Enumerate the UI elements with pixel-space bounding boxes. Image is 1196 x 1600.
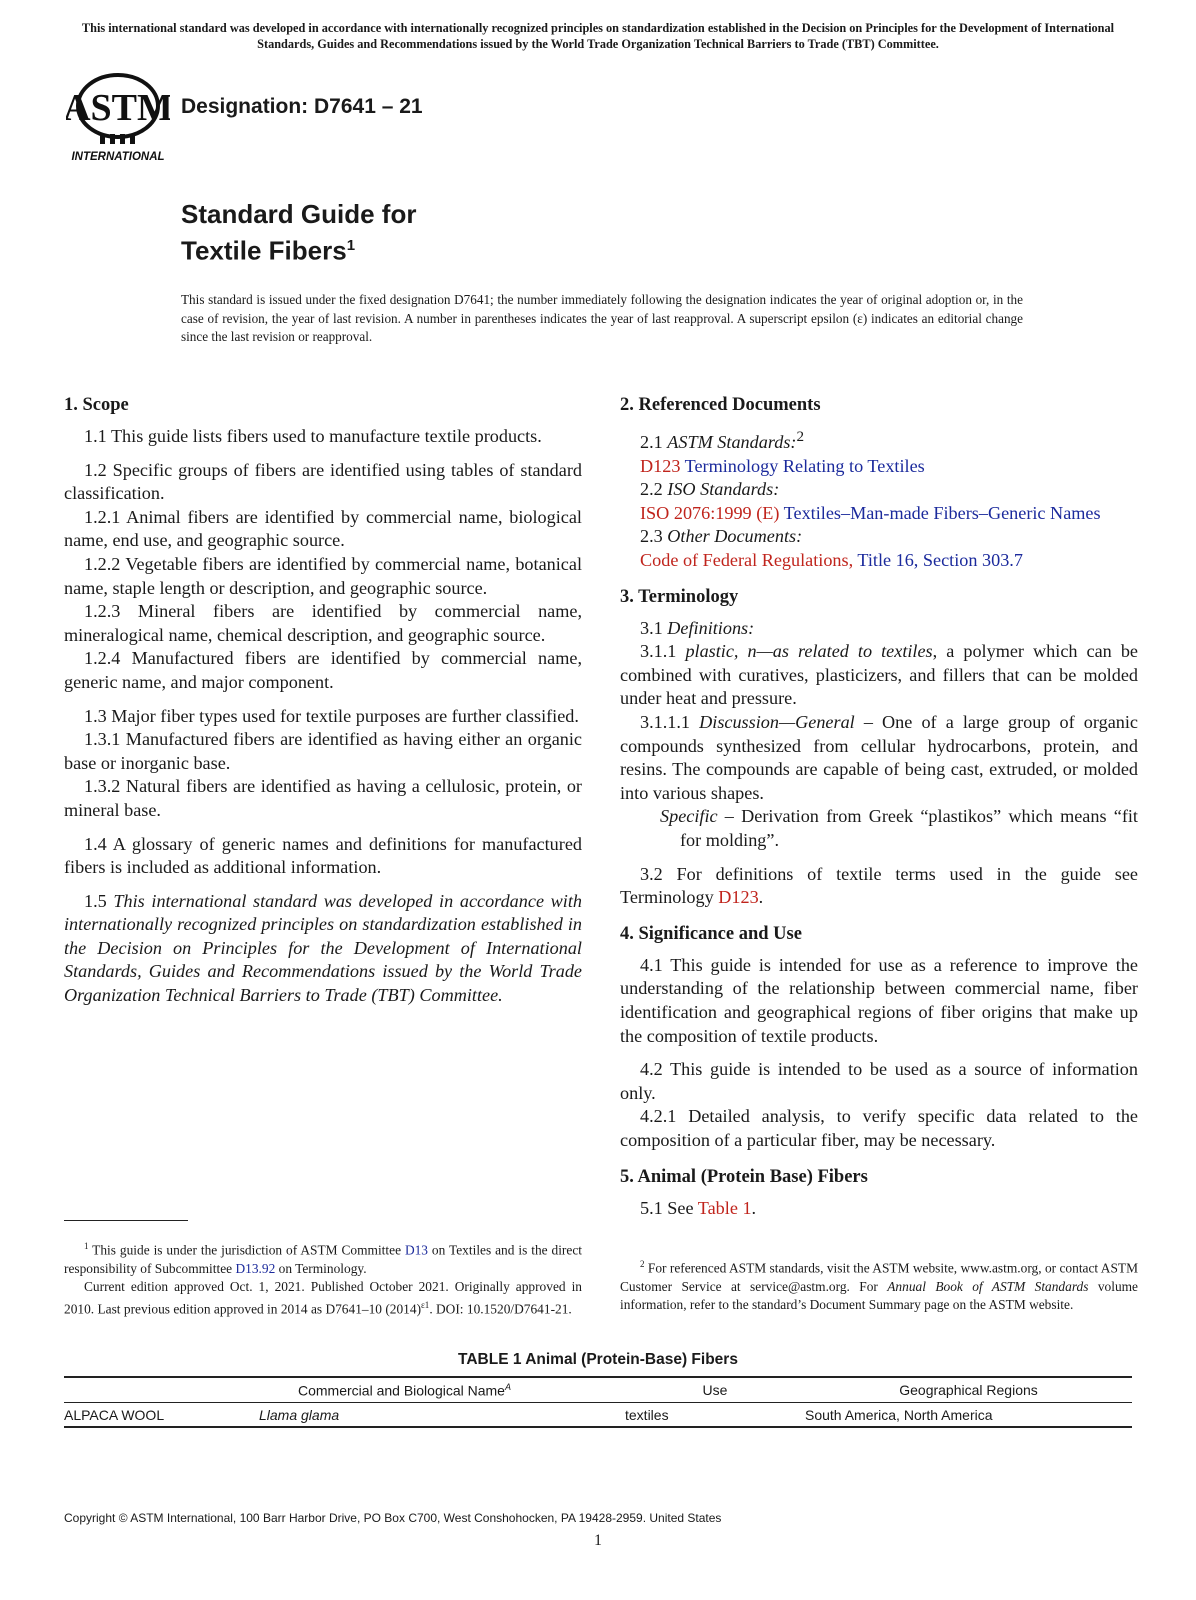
section-2-2-label: ISO Standards: xyxy=(667,479,780,500)
logo-subtitle: INTERNATIONAL xyxy=(71,151,165,163)
cell-biological-name: Llama glama xyxy=(259,1402,625,1427)
section-2-1-label: ASTM Standards: xyxy=(667,432,797,453)
section-3-2-end: . xyxy=(758,887,764,908)
ref-d123 xyxy=(620,455,1138,479)
para-1-2-1: 1.2.1 Animal fibers are identified by commercial name, biological name, end use, and geographic source. xyxy=(64,506,582,551)
para-5-1-end: . xyxy=(751,1197,757,1218)
para-4-1: 4.1 This guide is intended for use as a reference to improve the understanding of the relationship between commercial name, fiber identification and geographical regions of fiber origins that make up the composition of textile products. xyxy=(620,954,1138,1046)
scope-heading: 1. Scope xyxy=(64,395,129,415)
term-plastic: plastic, n—as related to textiles xyxy=(685,641,933,662)
section-3-1-1 xyxy=(620,640,1138,711)
table-row xyxy=(64,1402,1132,1427)
col-header-use: Use xyxy=(625,1377,805,1402)
title-line-2-text: Textile Fibers xyxy=(181,235,347,266)
section-3-1-number: 3.1 xyxy=(640,617,663,638)
section-3-1-1-1-number: 3.1.1.1 xyxy=(640,712,691,732)
specific-text: – Derivation from Greek “plastikos” which means “fit for molding”. xyxy=(680,806,1138,850)
link-table-1[interactable]: Table 1 xyxy=(697,1197,752,1218)
astm-logo-icon xyxy=(66,72,170,164)
section-3-1-label: Definitions: xyxy=(667,617,755,638)
astm-logo xyxy=(66,72,170,164)
cell-regions: South America, North America xyxy=(805,1402,1132,1427)
footnote-1-edition: Current edition approved Oct. 1, 2021. Published October 2021. Originally approved in 2010. Last previous edition approved in 2014 as D7641–10 (2014) xyxy=(64,1279,582,1317)
section-3-1-1-1 xyxy=(620,711,1138,805)
footnote-1-doi: . DOI: 10.1520/D7641-21. xyxy=(429,1301,572,1317)
terminology-heading: 3. Terminology xyxy=(620,586,739,607)
para-4-2-1: 4.2.1 Detailed analysis, to verify specific data related to the composition of a particular fiber, may be necessary. xyxy=(620,1106,1138,1150)
title-line-2 xyxy=(181,230,416,267)
section-2-3-label: Other Documents: xyxy=(667,526,803,547)
para-1-1: 1.1 This guide lists fibers used to manufacture textile products. xyxy=(84,426,542,446)
footnote-2-text-a: For referenced ASTM standards, visit the ASTM website, www.astm.org, or contact ASTM Customer Service at service@astm.org. For xyxy=(620,1260,1138,1294)
issued-note: This standard is issued under the fixed designation D7641; the number immediately following the designation indicates the year of original adoption or, in the case of revision, the year of last revision. A number in parentheses indicates the year of last reapproval. A superscript epsilon (ε) indicates an editorial change since the last revision or reapproval. xyxy=(181,292,1023,344)
footnote-1-mark: 1 xyxy=(84,1241,89,1251)
para-1-2-3: 1.2.3 Mineral fibers are identified by commercial name, mineralogical name, chemical description, and geographic source. xyxy=(64,601,582,645)
footnote-2-text-b: volume information, refer to the standard’s Document Summary page on the ASTM website. xyxy=(620,1278,1139,1313)
specific-note xyxy=(620,805,1138,852)
page-number: 1 xyxy=(594,1532,602,1549)
document-title xyxy=(181,198,416,267)
top-notice: This international standard was developed in accordance with internationally recognized principles on standardization established in the Decision on Principles for the Development of International Standards, Guides and Recommendations issued by the World Trade Organization Technical Barriers to Trade (TBT) Committee. xyxy=(81,21,1115,51)
ref-iso xyxy=(620,502,1138,526)
section-2-1 xyxy=(620,425,1138,455)
col-header-regions: Geographical Regions xyxy=(805,1377,1132,1402)
table-header-row xyxy=(64,1377,1132,1402)
table-animal-fibers xyxy=(64,1376,1132,1428)
footnote-1 xyxy=(64,1237,582,1319)
left-column xyxy=(64,393,582,1008)
section-3-2 xyxy=(620,863,1138,910)
footnote-1-epsilon: ε1 xyxy=(421,1300,430,1311)
para-1-2-2: 1.2.2 Vegetable fibers are identified by commercial name, botanical name, staple length or description, and geographic source. xyxy=(64,553,582,598)
section-3-2-text: 3.2 For definitions of textile terms used in the guide see Terminology xyxy=(620,863,1138,908)
footnote-2-mark: 2 xyxy=(640,1259,645,1269)
section-2-1-number: 2.1 xyxy=(640,432,663,453)
para-1-4: 1.4 A glossary of generic names and definitions for manufactured fibers is included as additional information. xyxy=(64,833,582,878)
link-d123[interactable]: D123 xyxy=(640,455,681,476)
link-d13[interactable]: D13 xyxy=(404,1242,428,1258)
footnote-2-italic: Annual Book of ASTM Standards xyxy=(887,1278,1089,1294)
significance-heading: 4. Significance and Use xyxy=(620,923,802,944)
referenced-heading: 2. Referenced Documents xyxy=(620,395,821,415)
cell-use: textiles xyxy=(625,1402,805,1427)
link-d13-92[interactable]: D13.92 xyxy=(235,1260,276,1276)
section-2-2 xyxy=(620,478,1138,502)
para-1-3-2: 1.3.2 Natural fibers are identified as having a cellulosic, protein, or mineral base. xyxy=(64,776,582,820)
para-1-5-number: 1.5 xyxy=(84,890,107,911)
animal-heading: 5. Animal (Protein Base) Fibers xyxy=(620,1166,868,1187)
para-4-2: 4.2 This guide is intended to be used as a source of information only. xyxy=(620,1059,1138,1103)
section-3-1-1-1-text: – One of a large group of organic compounds synthesized from cellular hydrocarbons, protein, and resins. The compounds are capable of being cast, extruded, or molded into various shapes. xyxy=(620,712,1138,803)
designation: Designation: D7641 – 21 xyxy=(181,95,423,118)
link-d123-title[interactable]: Terminology Relating to Textiles xyxy=(684,455,925,476)
para-1-5-text: This international standard was developed in accordance with internationally recognized principles on standardization established in the Decision on Principles for the Development of International Standards, Guides and Recommendations issued by the World Trade Organization Technical Barriers to Trade (TBT) Committee. xyxy=(64,890,583,1006)
title-line-1: Standard Guide for xyxy=(181,199,417,229)
link-iso[interactable]: ISO 2076:1999 (E) xyxy=(640,502,780,523)
right-column xyxy=(620,393,1138,1220)
para-1-5 xyxy=(64,890,582,1008)
para-5-1-text: 5.1 See xyxy=(640,1197,698,1218)
footnote-2-ref[interactable]: 2 xyxy=(796,428,805,445)
section-3-1 xyxy=(620,617,1138,641)
section-2-3-number: 2.3 xyxy=(640,526,663,547)
specific-label: Specific xyxy=(660,806,718,827)
section-3-1-1-text: , a polymer which can be combined with curatives, plasticizers, and fillers that can be molded under heat and pressure. xyxy=(620,641,1138,709)
section-3-1-1-number: 3.1.1 xyxy=(640,641,677,662)
para-1-3-1: 1.3.1 Manufactured fibers are identified as having either an organic base or inorganic base. xyxy=(64,729,582,773)
footnote-1-text-a: This guide is under the jurisdiction of ASTM Committee xyxy=(88,1242,405,1258)
col-header-name xyxy=(64,1377,625,1402)
section-2-2-number: 2.2 xyxy=(640,479,663,500)
table-caption: TABLE 1 Animal (Protein-Base) Fibers xyxy=(458,1351,738,1368)
footnote-2 xyxy=(620,1255,1138,1314)
section-2-3 xyxy=(620,525,1138,549)
link-iso-title[interactable]: Textiles–Man-made Fibers–Generic Names xyxy=(783,502,1101,523)
link-cfr-title[interactable]: Title 16, Section 303.7 xyxy=(857,550,1023,571)
ref-cfr xyxy=(620,549,1138,573)
para-1-3: 1.3 Major fiber types used for textile purposes are further classified. xyxy=(84,705,579,726)
col-header-name-note: A xyxy=(504,1382,511,1392)
para-1-2: 1.2 Specific groups of fibers are identified using tables of standard classification. xyxy=(64,459,582,504)
copyright: Copyright © ASTM International, 100 Barr Harbor Drive, PO Box C700, West Conshohocken, PA 19428-2959. United States xyxy=(64,1511,722,1525)
footnote-rule-left xyxy=(64,1220,188,1221)
para-5-1 xyxy=(620,1197,1138,1221)
link-cfr[interactable]: Code of Federal Regulations, xyxy=(640,550,854,571)
para-1-2-4: 1.2.4 Manufactured fibers are identified by commercial name, generic name, and major component. xyxy=(64,648,582,692)
footnote-1-text-c: on Terminology. xyxy=(275,1260,367,1276)
col-header-name-text: Commercial and Biological Name xyxy=(298,1382,505,1399)
logo-text: ASTM xyxy=(66,87,170,129)
title-footnote-ref[interactable]: 1 xyxy=(346,237,356,254)
link-d123-terminology[interactable]: D123 xyxy=(718,887,759,908)
discussion-label: Discussion—General xyxy=(699,712,855,732)
cell-commercial-name: ALPACA WOOL xyxy=(64,1402,259,1427)
footnote-1-text-b: on Textiles and is the direct responsibility of Subcommittee xyxy=(64,1242,582,1276)
